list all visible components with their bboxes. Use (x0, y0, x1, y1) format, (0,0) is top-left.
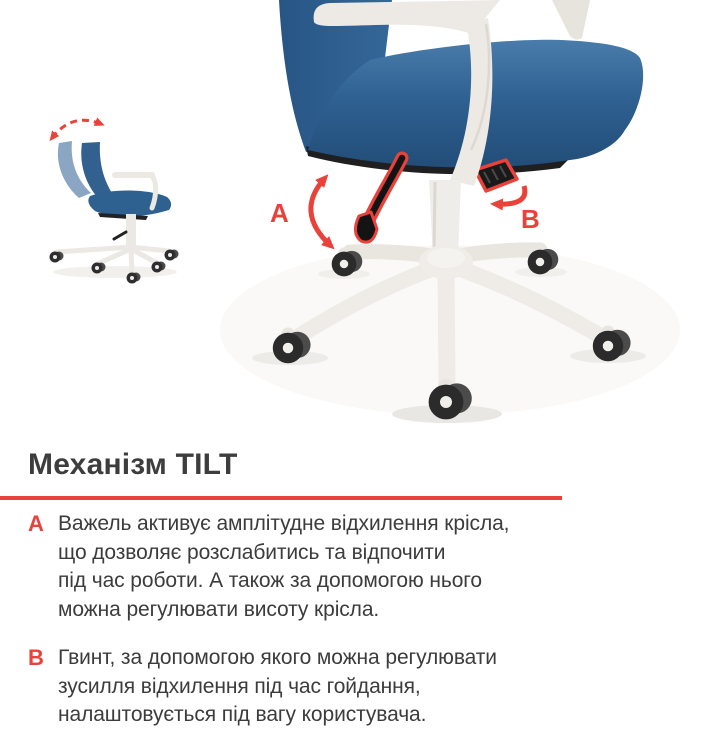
text-line: налаштовується під вагу користувача. (58, 703, 427, 726)
text-line: Важель активує амплітудне відхилення крісла, (58, 512, 510, 535)
hero-label-a: A (270, 198, 289, 228)
feature-item-b (0, 644, 716, 730)
feature-text-b (58, 644, 716, 730)
text-line: Гвинт, за допомогою якого можна регулювати (58, 646, 497, 669)
text-line: зусилля відхилення під час гойдання, (58, 674, 421, 698)
annotation-a (270, 178, 331, 246)
feature-item-a (0, 510, 716, 624)
text-line: можна регулювати висоту крісла. (58, 597, 380, 621)
description-section (0, 450, 716, 730)
section-title: Механізм TILT (28, 448, 238, 481)
hero-label-b: B (521, 204, 540, 234)
feature-marker-b: B (28, 645, 44, 670)
arrow-b (495, 186, 525, 204)
feature-text-a (58, 510, 716, 624)
arrow-a (311, 178, 331, 246)
annotation-b (495, 186, 540, 234)
red-divider (0, 496, 562, 500)
inset-tilt-chair (50, 120, 179, 283)
feature-marker-a: A (28, 511, 44, 536)
tilt-lever (355, 158, 402, 242)
tilt-arrow-dashed (52, 120, 101, 138)
text-line: під час роботи. А також за допомогою нього (58, 569, 482, 592)
text-line: що дозволяє розслабитись та відпочити (58, 540, 446, 564)
